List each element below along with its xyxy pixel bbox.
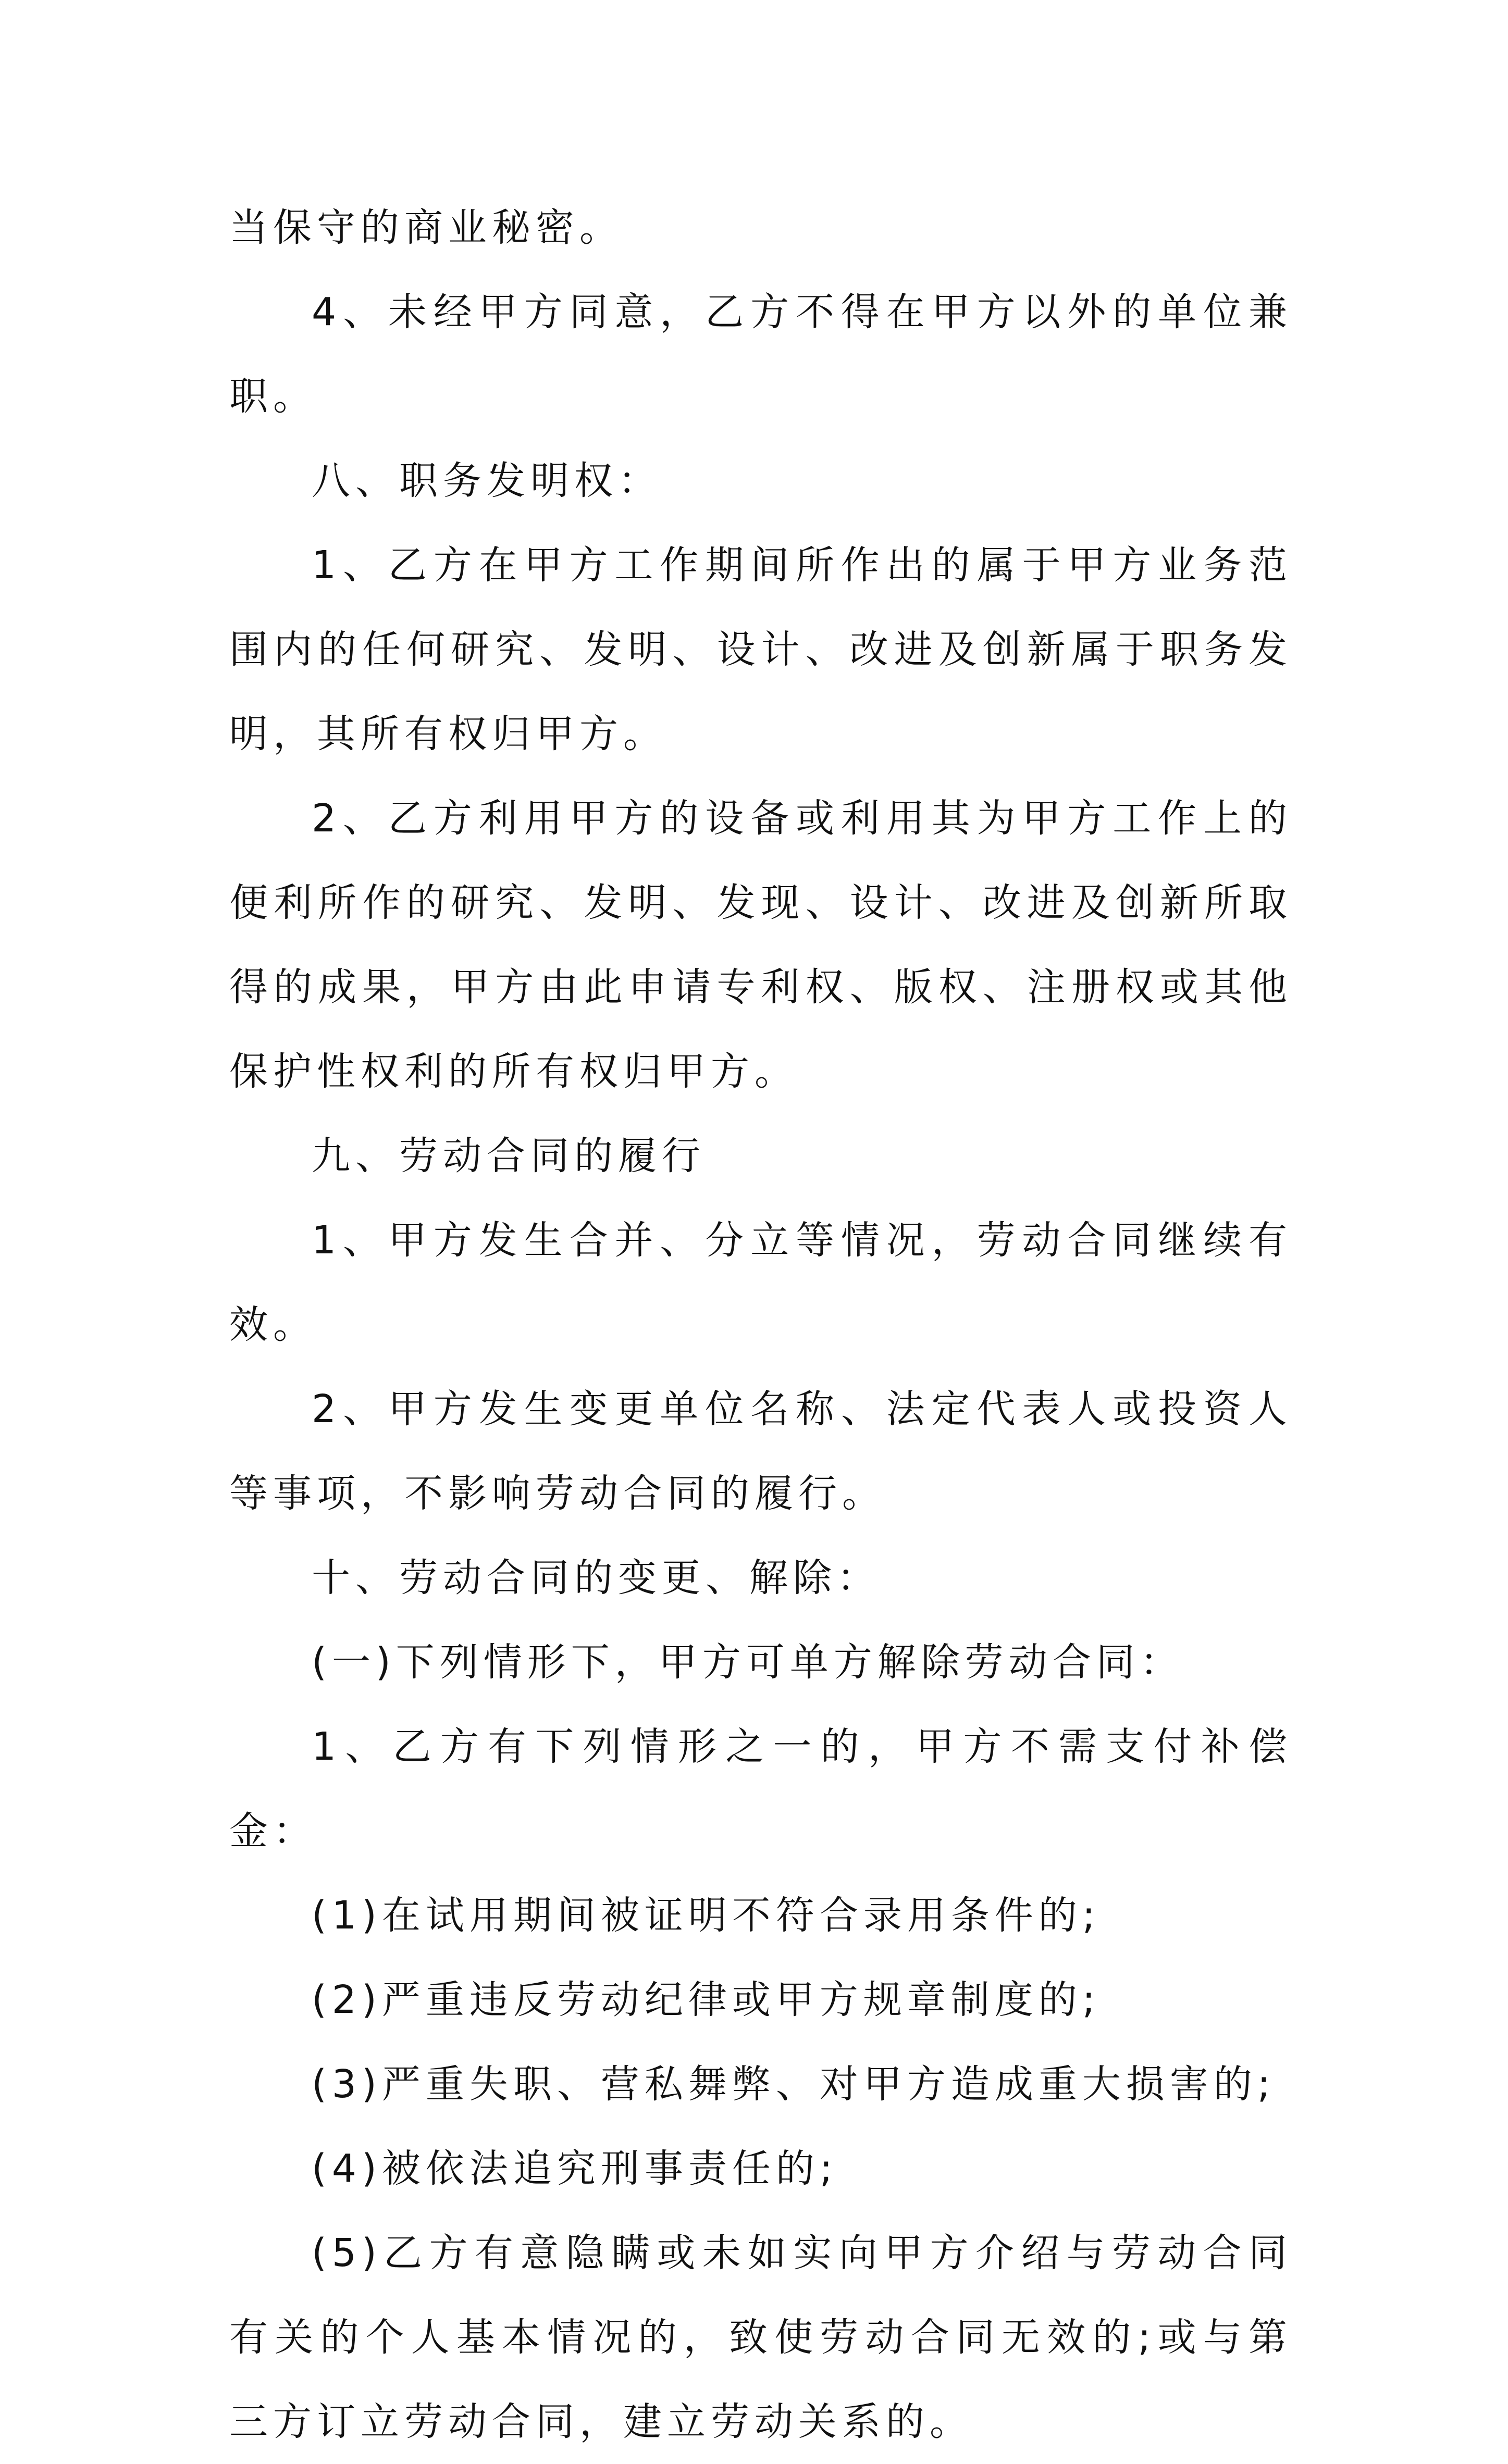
paragraph: 2、乙方利用甲方的设备或利用其为甲方工作上的便利所作的研究、发明、发现、设计、改进及创新所取得的成果，甲方由此申请专利权、版权、注册权或其他保护性权利的所有权归甲方。: [229, 796, 1292, 1094]
paragraph: (一)下列情形下，甲方可单方解除劳动合同：: [312, 1640, 1184, 1685]
section-heading: 十、劳动合同的变更、解除：: [312, 1555, 881, 1600]
section-heading: 九、劳动合同的履行: [312, 1134, 706, 1178]
list-item: (4)被依法追究刑事责任的;: [312, 2146, 838, 2191]
paragraph: 1、乙方有下列情形之一的，甲方不需支付补偿金：: [229, 1724, 1292, 1853]
paragraph: 2、甲方发生变更单位名称、法定代表人或投资人等事项，不影响劳动合同的履行。: [229, 1387, 1292, 1516]
paragraph: 当保守的商业秘密。: [229, 205, 623, 250]
paragraph: 4、未经甲方同意，乙方不得在甲方以外的单位兼职。: [229, 290, 1292, 419]
list-item: (2)严重违反劳动纪律或甲方规章制度的;: [312, 1977, 1101, 2022]
list-item: (3)严重失职、营私舞弊、对甲方造成重大损害的;: [312, 2062, 1276, 2107]
paragraph: 1、乙方在甲方工作期间所作出的属于甲方业务范围内的任何研究、发明、设计、改进及创新属于职务发明，其所有权归甲方。: [229, 543, 1292, 756]
document-body: [229, 185, 1292, 2464]
paragraph: 1、甲方发生合并、分立等情况，劳动合同继续有效。: [229, 1218, 1292, 1347]
list-item: (1)在试用期间被证明不符合录用条件的;: [312, 1893, 1101, 1938]
list-item: (5)乙方有意隐瞒或未如实向甲方介绍与劳动合同有关的个人基本情况的，致使劳动合同无效的;或与第三方订立劳动合同，建立劳动关系的。: [229, 2231, 1292, 2444]
section-heading: 八、职务发明权：: [312, 458, 662, 503]
